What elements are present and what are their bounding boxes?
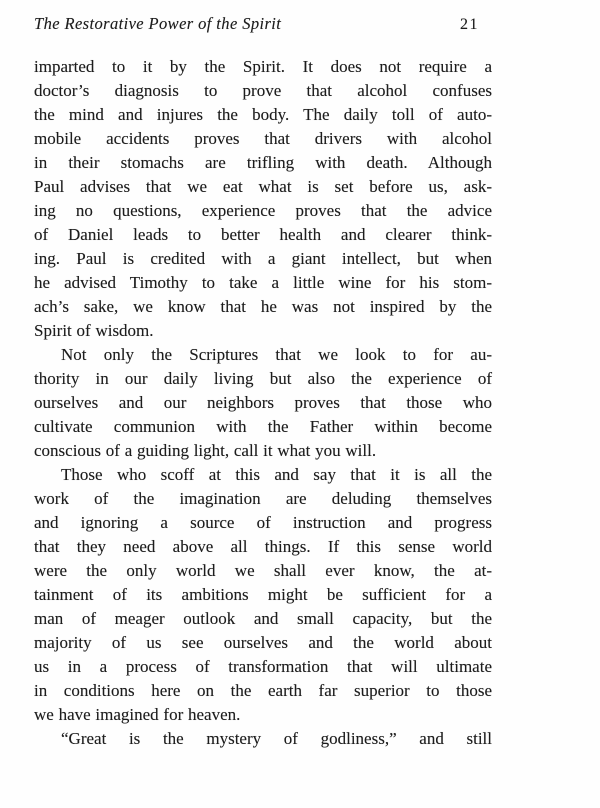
text-line: conscious of a guiding light, call it what you will.: [34, 441, 377, 460]
text-line: tainment of its ambitions might be sufficient for a: [34, 585, 492, 604]
text-line: Paul advises that we eat what is set before us, ask-: [34, 177, 492, 196]
text-line: of Daniel leads to better health and clearer think-: [34, 225, 492, 244]
text-line: us in a process of transformation that will ultimate: [34, 657, 492, 676]
text-line: we have imagined for heaven.: [34, 705, 241, 724]
page-number: 21: [460, 16, 479, 33]
paragraph: [34, 463, 492, 727]
text-line: that they need above all things. If this sense world: [34, 537, 492, 556]
text-line: Spirit of wisdom.: [34, 321, 154, 340]
text-line: imparted to it by the Spirit. It does not require a: [34, 57, 492, 76]
text-line: and ignoring a source of instruction and progress: [34, 513, 492, 532]
text-line: mobile accidents proves that drivers with alcohol: [34, 129, 492, 148]
page-body: [34, 55, 492, 751]
running-header: [34, 13, 492, 36]
text-line: in their stomachs are trifling with death. Although: [34, 153, 492, 172]
text-line: were the only world we shall ever know, the at-: [34, 561, 492, 580]
page-content: [34, 13, 492, 751]
text-line: cultivate communion with the Father within become: [34, 417, 492, 436]
text-line: the mind and injures the body. The daily toll of auto-: [34, 105, 492, 124]
text-line: ing no questions, experience proves that the advice: [34, 201, 492, 220]
text-line: he advised Timothy to take a little wine for his stom-: [34, 273, 492, 292]
text-line: Those who scoff at this and say that it is all the: [61, 465, 492, 484]
paragraph: [34, 55, 492, 343]
text-line: ach’s sake, we know that he was not inspired by the: [34, 297, 492, 316]
text-line: man of meager outlook and small capacity, but the: [34, 609, 492, 628]
text-line: majority of us see ourselves and the world about: [34, 633, 492, 652]
text-line: work of the imagination are deluding themselves: [34, 489, 492, 508]
text-line: thority in our daily living but also the experience of: [34, 369, 492, 388]
text-line: “Great is the mystery of godliness,” and still: [61, 729, 492, 748]
running-header-title: The Restorative Power of the Spirit: [34, 14, 282, 33]
paragraph: [34, 343, 492, 463]
text-line: Not only the Scriptures that we look to for au-: [61, 345, 492, 364]
text-line: doctor’s diagnosis to prove that alcohol confuses: [34, 81, 492, 100]
text-line: ing. Paul is credited with a giant intellect, but when: [34, 249, 492, 268]
text-line: in conditions here on the earth far superior to those: [34, 681, 492, 700]
paragraph: [34, 727, 492, 751]
text-line: ourselves and our neighbors proves that those who: [34, 393, 492, 412]
